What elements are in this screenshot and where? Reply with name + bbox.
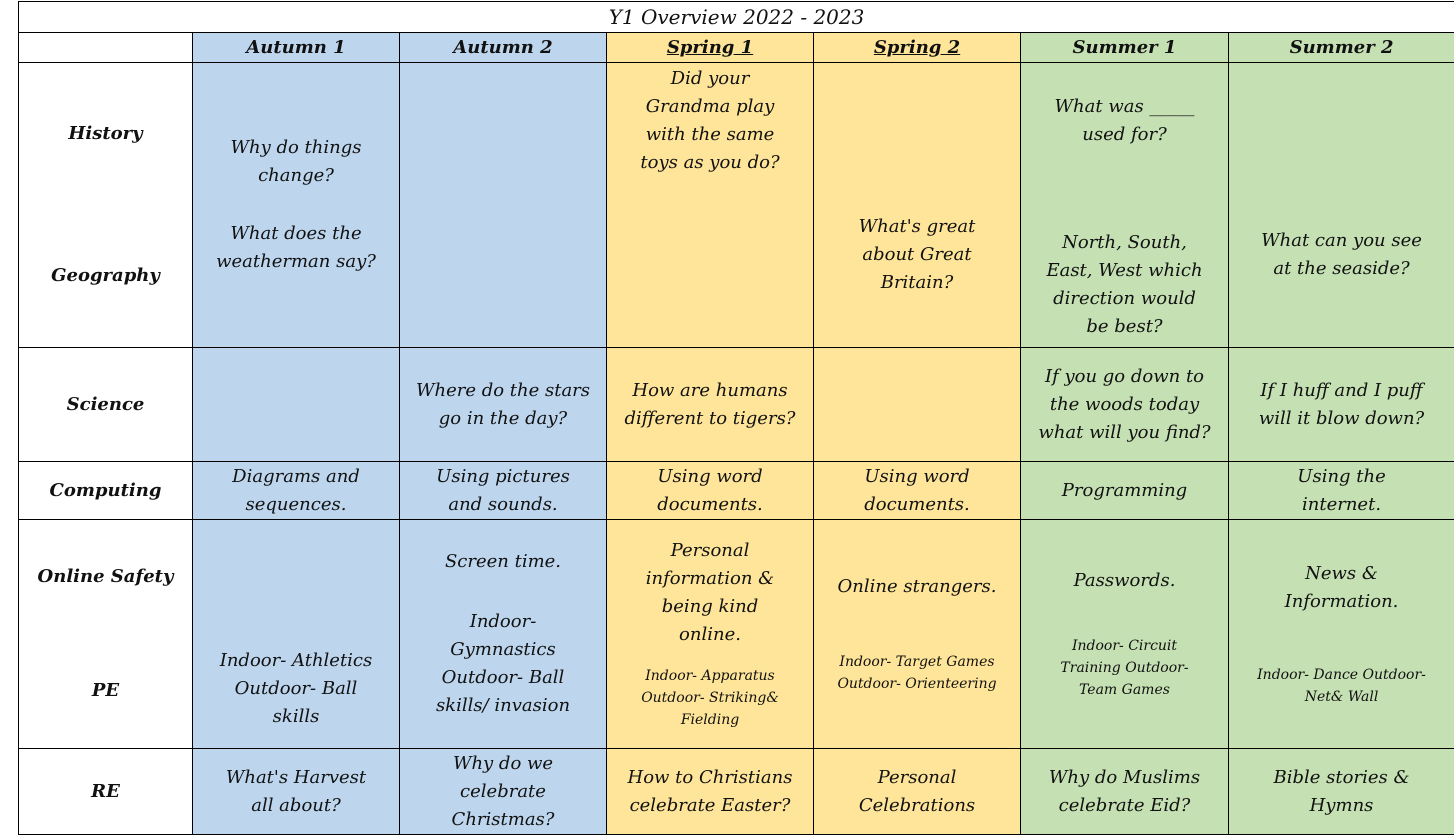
term-autumn-2: Autumn 2 (400, 33, 607, 63)
computing-autumn-2: Using pictures and sounds. (400, 462, 607, 520)
overview-table (18, 1, 1454, 835)
subject-history-geography (19, 63, 193, 348)
re-summer-1: Why do Muslims celebrate Eid? (1021, 749, 1229, 835)
computing-spring-1: Using word documents. (607, 462, 814, 520)
re-summer-2: Bible stories & Hymns (1229, 749, 1454, 835)
online-safety-spring-1: Personal information & being kind online. (645, 540, 775, 645)
osp-autumn-2 (400, 520, 607, 749)
hg-spring-1-history: Did your Grandma play with the same toys as you do? (640, 68, 780, 173)
osp-autumn-1 (193, 520, 400, 749)
subject-geography: Geography (51, 265, 160, 286)
hg-summer-2-geography: What can you see at the seaside? (1261, 230, 1422, 279)
science-spring-2 (814, 348, 1021, 462)
page-title: Y1 Overview 2022 - 2023 (19, 2, 1454, 33)
online-safety-spring-2: Online strangers. (837, 576, 997, 597)
hg-autumn-1-history: Why do things change? (230, 137, 362, 186)
science-autumn-2: Where do the stars go in the day? (400, 348, 607, 462)
header-empty (19, 33, 193, 63)
online-safety-summer-2: News & Information. (1284, 563, 1399, 612)
hg-autumn-2 (400, 63, 607, 348)
osp-spring-1 (607, 520, 814, 749)
online-safety-summer-1: Passwords. (1073, 570, 1176, 591)
pe-summer-1: Indoor- Circuit Training Outdoor- Team Games (1060, 638, 1189, 698)
pe-spring-2: Indoor- Target Games Outdoor- Orienteering (837, 654, 997, 692)
osp-spring-2 (814, 520, 1021, 749)
re-autumn-1: What's Harvest all about? (193, 749, 400, 835)
hg-spring-2 (814, 63, 1021, 348)
hg-summer-1-history: What was _____ used for? (1054, 96, 1195, 145)
term-autumn-1: Autumn 1 (193, 33, 400, 63)
hg-autumn-1-geography: What does the weatherman say? (216, 223, 376, 272)
online-safety-autumn-2: Screen time. (444, 551, 562, 572)
hg-summer-1 (1021, 63, 1229, 348)
hg-autumn-1 (193, 63, 400, 348)
subject-re: RE (19, 749, 193, 835)
subject-computing: Computing (19, 462, 193, 520)
computing-summer-2: Using the internet. (1229, 462, 1454, 520)
science-summer-2: If I huff and I puff will it blow down? (1229, 348, 1454, 462)
hg-summer-2 (1229, 63, 1454, 348)
term-spring-1: Spring 1 (607, 33, 814, 63)
pe-autumn-2: Indoor- Gymnastics Outdoor- Ball skills/ invasion (435, 611, 571, 716)
pe-summer-2: Indoor- Dance Outdoor- Net& Wall (1257, 667, 1426, 705)
computing-summer-1: Programming (1021, 462, 1229, 520)
computing-autumn-1: Diagrams and sequences. (193, 462, 400, 520)
science-spring-1: How are humans different to tigers? (607, 348, 814, 462)
term-spring-2: Spring 2 (814, 33, 1021, 63)
osp-summer-1 (1021, 520, 1229, 749)
computing-spring-2: Using word documents. (814, 462, 1021, 520)
re-spring-1: How to Christians celebrate Easter? (607, 749, 814, 835)
hg-spring-1 (607, 63, 814, 348)
subject-history: History (68, 123, 143, 144)
subject-online-safety: Online Safety (37, 566, 174, 587)
re-autumn-2: Why do we celebrate Christmas? (400, 749, 607, 835)
science-summer-1: If you go down to the woods today what will you find? (1021, 348, 1229, 462)
term-summer-2: Summer 2 (1229, 33, 1454, 63)
re-spring-2: Personal Celebrations (814, 749, 1021, 835)
subject-science: Science (19, 348, 193, 462)
hg-spring-2-geography: What's great about Great Britain? (858, 216, 976, 293)
subject-online-safety-pe (19, 520, 193, 749)
hg-summer-1-geography: North, South, East, West which direction would be best? (1046, 232, 1203, 337)
osp-summer-2 (1229, 520, 1454, 749)
term-summer-1: Summer 1 (1021, 33, 1229, 63)
subject-pe: PE (91, 680, 120, 701)
pe-spring-1: Indoor- Apparatus Outdoor- Striking& Fielding (641, 668, 779, 728)
science-autumn-1 (193, 348, 400, 462)
pe-autumn-1: Indoor- Athletics Outdoor- Ball skills (219, 650, 373, 727)
